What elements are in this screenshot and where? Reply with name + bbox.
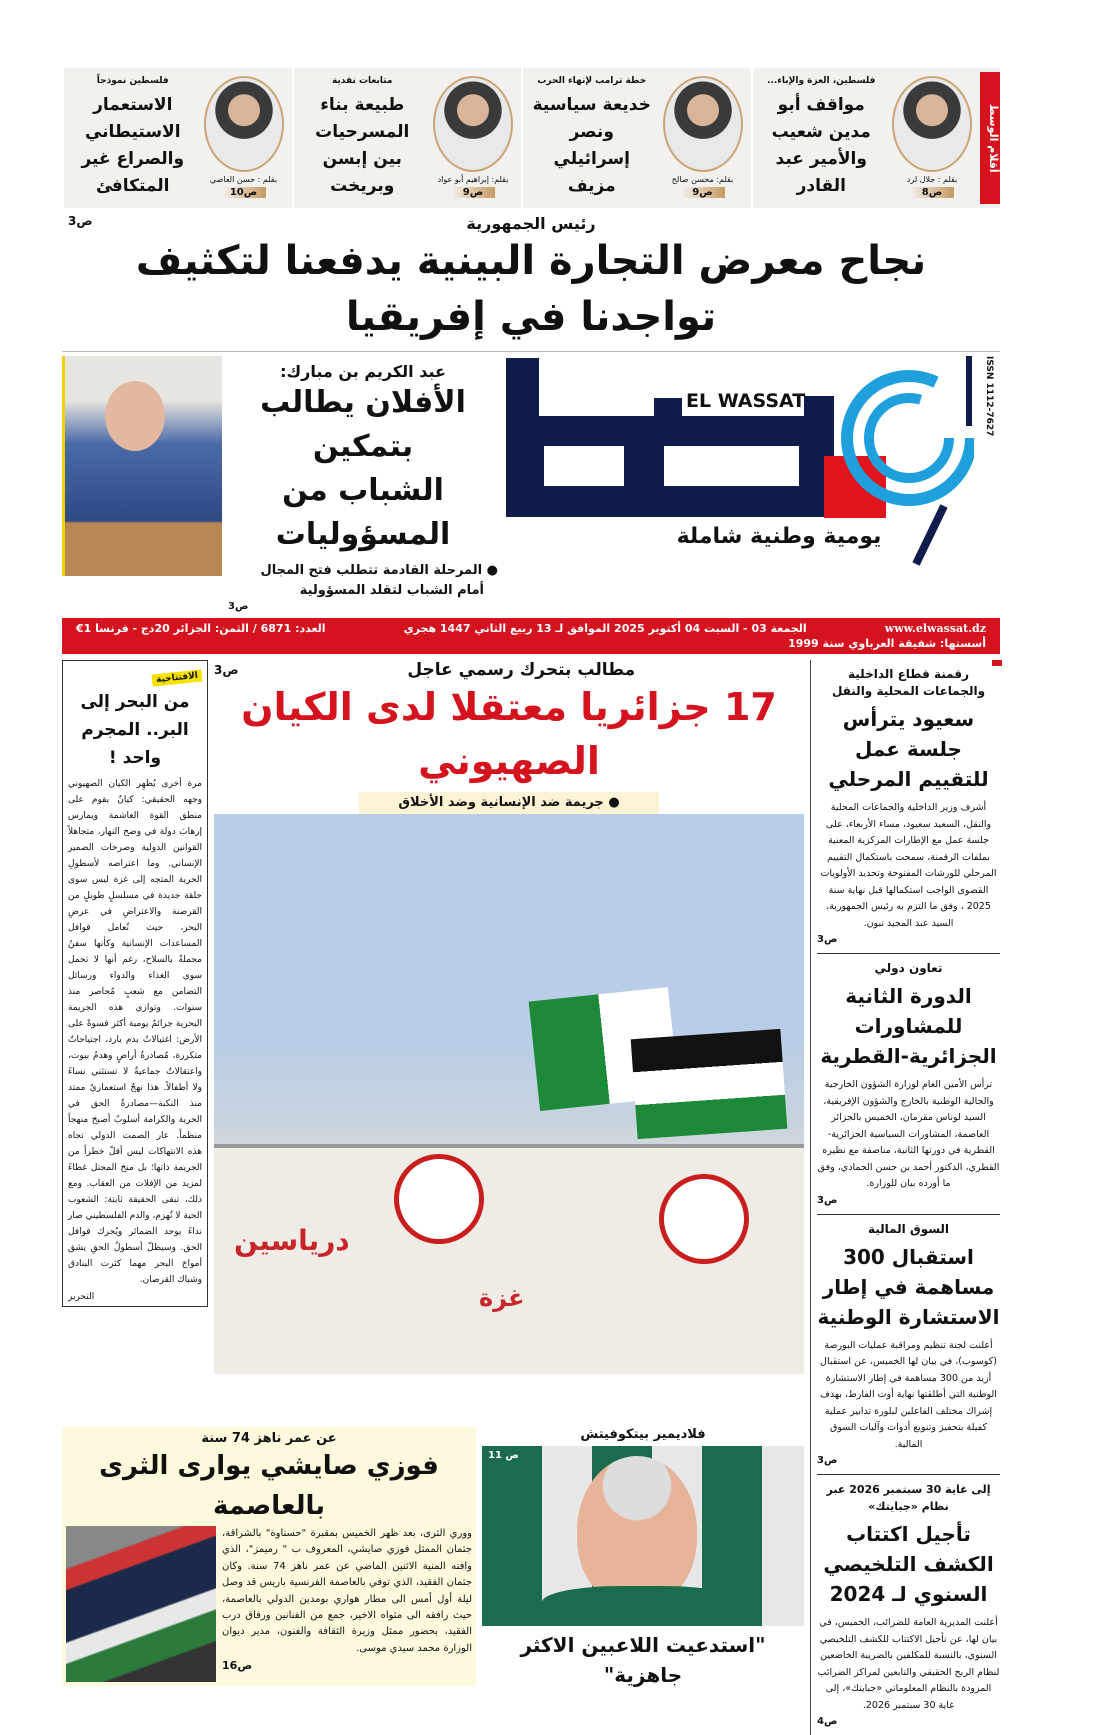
issue-date: الجمعة 03 - السبت 04 أكتوبر 2025 الموافق لـ 13 ربيع الثاني 1447 هجري: [403, 622, 807, 635]
author-photo: [663, 76, 743, 172]
columnist-card[interactable]: [292, 68, 522, 208]
sports-story[interactable]: [482, 1427, 804, 1690]
page-ref: ص3: [817, 1455, 838, 1466]
sports-page: ص 11: [488, 1450, 519, 1461]
editorial-tag: الافتتاحية: [151, 669, 202, 686]
second-story-headline-1[interactable]: الأفلان يطالب بتمكين: [260, 385, 466, 464]
right-story[interactable]: [817, 1215, 1000, 1476]
author-photo: [433, 76, 513, 172]
right-column: [810, 660, 1000, 1735]
body: ترأس الأمين العام لوزارة الشؤون الخارجية والجالية الوطنية بالخارج والشؤون الإفريقية، السيد لوناس مقرمان، الخميس بالجزائر العاصمة، المشاورات السياسية الجزائرية-القطرية في دورتها الثانية، مناصفة مع نظيره القطري، الدكتور أحمد بن حسن الحمادي، وفق ما أورده بيان للوزارة.: [817, 1079, 1000, 1189]
columnist-card[interactable]: [521, 68, 751, 208]
kicker: رقمنة قطاع الداخلية والجماعات المحلية والنقل: [831, 667, 986, 698]
kicker: السوق المالية: [867, 1221, 950, 1236]
headline: مواقف أبو مدين شعيب والأمير عبد القادر: [771, 95, 871, 196]
bullet-text: جريمة ضد الإنسانية وضد الأخلاق: [398, 795, 604, 810]
main-photo: [214, 814, 804, 1374]
kicker: تعاون دولي: [874, 961, 943, 975]
page-ref: ص10: [222, 187, 266, 198]
headline: الاستعمار الاستيطاني والصراع غير المتكافئ: [81, 95, 185, 196]
body: أعلنت المديرية العامة للضرائب، الخميس، في بيان لها، عن تأجيل الاكتتاب للكشف التلخيصي السنوي، بالنسبة للمكلفين بالضريبة الخاضعين لنظام الربح الحقيقي والتابعين لمراكز الضرائب المزودة بالنظام المعلوماتي «جبايتك»، إلى غاية 30 سبتمبر 2026.: [817, 1617, 1000, 1711]
tagline: يومية وطنية شاملة: [676, 524, 882, 549]
editorial-signature: التحرير: [68, 1292, 95, 1302]
logo-latin: EL WASSAT: [686, 390, 806, 412]
kicker: خطة ترامب لإنهاء الحرب: [537, 76, 647, 86]
main-story-headline[interactable]: 17 جزائريا معتقلا لدى الكيان الصهيوني: [241, 685, 777, 783]
founder: أسستها: شفيقة العرباوي سنة 1999: [788, 637, 986, 650]
columnist-card[interactable]: [751, 68, 981, 208]
editorial-box[interactable]: [62, 660, 208, 1307]
kicker: فلسطين، العزة والإباء...: [767, 76, 876, 86]
byline: بقلم : حسن العاصي: [209, 175, 278, 184]
headline: تأجيل اكتتاب الكشف التلخيصي السنوي لـ 2024: [823, 1522, 994, 1606]
top-story-headline[interactable]: نجاح معرض التجارة البينية يدفعنا لتكثيف تواجدنا في إفريقيا: [135, 238, 927, 340]
main-story-bullet: ● جريمة ضد الإنسانية وضد الأخلاق: [359, 792, 659, 814]
right-story[interactable]: [817, 660, 1000, 954]
obituary-story[interactable]: [62, 1427, 476, 1686]
headline: طبيعة بناء المسرحيات بين إبسن وبريخت: [315, 95, 410, 196]
page-ref: ص3: [817, 934, 838, 945]
author-photo: [892, 76, 972, 172]
editorial-headline: من البحر إلى البر.. المجرم واحد !: [80, 692, 190, 768]
obituary-headline: فوزي صايشي يوارى الثرى بالعاصمة: [99, 1451, 439, 1521]
body: أشرف وزير الداخلية والجماعات المحلية والنقل، السعيد سعيود، مساء الأربعاء، على جلسة عمل مع الإطارات المركزية المعنية بملفات الرقمنة، سمحت باستكمال التقييم المرحلي للورشات المفتوحة وتحديد الأولويات القصوى الواجب استكمالها قبل نهاية سنة 2025 ، وفق ما التزم به رئيس الجمهورية، السيد عبد المجيد تبون.: [820, 802, 997, 929]
headline: استقبال 300 مساهمة في إطار الاستشارة الوطنية: [817, 1244, 1000, 1329]
main-story-kicker: مطالب بتحرك رسمي عاجل: [407, 660, 636, 680]
masthead-logo[interactable]: [504, 356, 974, 566]
columns-label: أقلام الوسط: [980, 72, 1000, 204]
issn: ISSN 1112-7627: [984, 356, 994, 437]
headline: الدورة الثانية للمشاورات الجزائرية-القطرية: [820, 984, 997, 1068]
second-story-page: ص3: [228, 601, 249, 612]
kicker: متابعات نقدية: [331, 76, 393, 86]
sports-kicker: فلاديمير بيتكوفيتش: [580, 1427, 706, 1442]
main-story[interactable]: [214, 660, 804, 1419]
top-story[interactable]: [62, 214, 1000, 352]
obituary-body: ووري الثرى، بعد ظهر الخميس بمقبرة "حسناوة" بالشراقة، جثمان الممثل فوزي صايشي، المعروف ب " رميمز"، الذي وافته المنية الاثنين الماضي عن عمر ناهز 74 سنة. وكان جثمان الفقيد، الذي توفي بالعاصمة الفرنسية باريس قد وصل ليلة أول أمس الى مطار هواري بومدين الدولي بالعاصمة، حيث رافقه الى مثواه الاخير، جمع من الفنانين ورفاق درب الفقيد، بحضور ممثل وزيرة الثقافة والفنون، مدير ديوان الوزارة محمد سيدي موسى.: [222, 1528, 472, 1654]
main-story-page: ص3: [214, 663, 239, 677]
speaker-photo: [62, 356, 222, 576]
body: أعلنت لجنة تنظيم ومراقبة عمليات البورصة (كوسوب)، في بيان لها الخميس، عن استقبال أزيد من 300 مساهمة في إطار الاستشارة الوطنية التي أطلقتها نهاية أوت الفارط، بهدف إشراك مختلف الفاعلين لبلورة تدابير عملية كفيلة بتحفيز وتنويع أدوات وآليات السوق المالية.: [820, 1339, 997, 1450]
columnists-strip: [62, 68, 1000, 208]
kicker: فلسطين نموذجاً: [96, 76, 169, 86]
coach-photo: [482, 1446, 804, 1626]
page-ref: ص8: [910, 187, 954, 198]
right-story[interactable]: [817, 1475, 1000, 1735]
second-story-bullets: [228, 561, 498, 601]
sports-quote[interactable]: "استدعيت اللاعبين الاكثر جاهزية": [520, 1633, 766, 1687]
page-ref: ص9: [681, 187, 725, 198]
top-story-kicker: رئيس الجمهورية: [466, 214, 596, 233]
bullet-icon: ●: [482, 563, 498, 578]
byline: بقلم: محسن صالح: [671, 175, 734, 184]
second-story-headline-2[interactable]: الشباب من المسؤوليات: [275, 473, 451, 552]
section-marker: [992, 660, 1002, 666]
issue-number-price: العدد: 6871 / الثمن: الجزائر 20دج - فرنسا 1€: [76, 622, 326, 635]
website-link[interactable]: www.elwassat.dz: [884, 622, 986, 635]
page-ref: ص3: [817, 1194, 838, 1206]
columnist-card[interactable]: [62, 68, 292, 208]
editorial-body: مرة أخرى يُظهِر الكيان الصهيوني وجهه الحقيقي: كيانٌ يقوم على منطق القوة الغاشمة ويمارس إرهابَ دولة في وضح النهار، متجاهلاً القوانين الدولية وصرخات الضمير الإنساني. وما اعتراضه لأسطولِ الحرية المتجه إلى غزة ليس سوى حلقة جديدة في مسلسلٍ طويلٍ من القرصنة والاعتراضِ في عرضِ البحر، حيث تُعامل قوافل المساعدات الإنسانية وكأنها سفنٌ محملةٌ بالسلاح، رغم أنها لا تحمل سوى الغذاء والدواء ورسائل التضامن مع شعبٍ مُحاصر منذ سنوات. وتوازي هذه الجريمة البحرية جرائمُ يومية أكثر قسوةً على الأرض: اغتيالاتٌ بدم بارد، اجتياحاتٌ متكررة، مُصادرةُ أراضٍ وهدمُ بيوت، واعتقالاتٌ جماعيةٌ لا تستثني نساءً ولا أطفالاً. هذا نهجٌ استعماريٌ ممتد منذ النكبة—مصادرةُ الحق في الحرية والكرامة أسلوبٌ أصبحَ منهجاً منظماً. عار الصمت الدولي تجاه هذه الانتهاكات ليس أقلّ خطراً من الجريمة ذاتها؛ بل منحَ المحتل غطاءً لمزيد من الإفلات من العقاب. ومع ذلك، تبقى الحقيقة ثابتة: الشعوب الحية لا تُهزم، والدم الفلسطيني صار نداءً يوحد الضمائر ويُحرك قوافل الحق. وسيظلّ أسطولُ الحقِ يشق أمواجَ البحر مهما كثرت البنادق وشباك القرصان.: [68, 779, 202, 1285]
top-story-page: ص3: [68, 214, 93, 228]
right-story[interactable]: [817, 954, 1000, 1215]
page-ref: ص9: [451, 187, 495, 198]
byline: بقلم: إبراهيم أبو عواد: [437, 175, 509, 184]
funeral-photo: [66, 1526, 216, 1682]
headline: خديعة سياسية ونصر إسرائيلي مزيف: [532, 95, 651, 196]
photo-text: غزة: [479, 1284, 525, 1312]
second-story-kicker: عبد الكريم بن مبارك:: [280, 362, 446, 381]
second-story-bullet-2: أمام الشباب لتقلد المسؤولية: [299, 583, 484, 598]
second-story[interactable]: [228, 356, 498, 612]
photo-text: درياسين: [234, 1224, 350, 1257]
front-page: [62, 0, 1000, 1735]
obituary-kicker: عن عمر ناهز 74 سنة: [201, 1431, 337, 1446]
issue-info-band: [62, 618, 1000, 654]
kicker: إلى غاية 30 سبتمبر 2026 عبر نظام «جبايتك»: [826, 1483, 991, 1513]
headline: سعيود يترأس جلسة عمل للتقييم المرحلي: [828, 707, 989, 791]
obituary-page: ص16: [222, 1659, 253, 1673]
page-ref: ص4: [817, 1716, 838, 1727]
second-story-bullet-1: المرحلة القادمة تتطلب فتح المجال: [260, 563, 483, 578]
author-photo: [204, 76, 284, 172]
byline: بقلم : جلال لرد: [906, 175, 958, 184]
